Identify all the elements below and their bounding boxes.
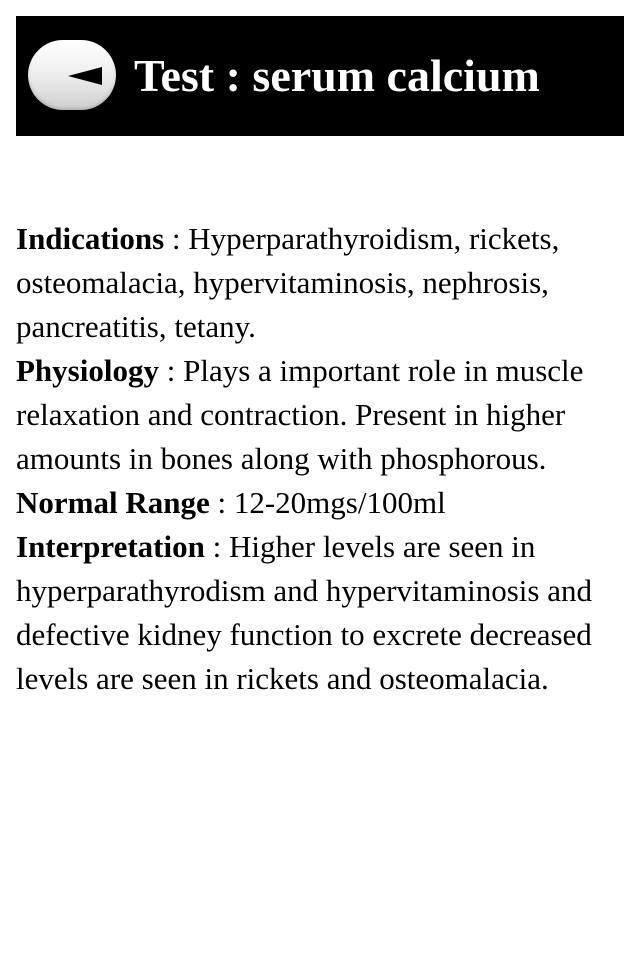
indications-text: Hyperparathyroidism, rickets, osteomalacia, hypervitaminosis, nephrosis, pancreatitis, tetany. <box>16 221 560 344</box>
test-details <box>16 217 628 701</box>
back-arrow-icon <box>68 67 102 85</box>
normal-range-separator: : <box>209 485 234 520</box>
page-title: Test : serum calcium <box>134 50 540 101</box>
normal-range-text: 12-20mgs/100ml <box>233 485 446 520</box>
indications-label: Indications <box>16 221 165 256</box>
back-button[interactable] <box>28 40 116 110</box>
normal-range-label: Normal Range <box>16 485 210 520</box>
interpretation-text: Higher levels are seen in hyperparathyrodism and hypervitaminosis and defective kidney function to excrete decreased levels are seen in rickets and osteomalacia. <box>16 529 592 696</box>
interpretation-section <box>16 525 628 701</box>
indications-section <box>16 217 628 349</box>
header-bar <box>16 16 624 136</box>
normal-range-section <box>16 481 628 525</box>
indications-separator: : <box>164 221 189 256</box>
physiology-section <box>16 349 628 481</box>
physiology-label: Physiology <box>16 353 159 388</box>
physiology-text: Plays a important role in muscle relaxation and contraction. Present in higher amounts in bones along with phosphorous. <box>16 353 584 476</box>
physiology-separator: : <box>158 353 184 388</box>
interpretation-separator: : <box>204 529 229 564</box>
interpretation-label: Interpretation <box>16 529 205 564</box>
